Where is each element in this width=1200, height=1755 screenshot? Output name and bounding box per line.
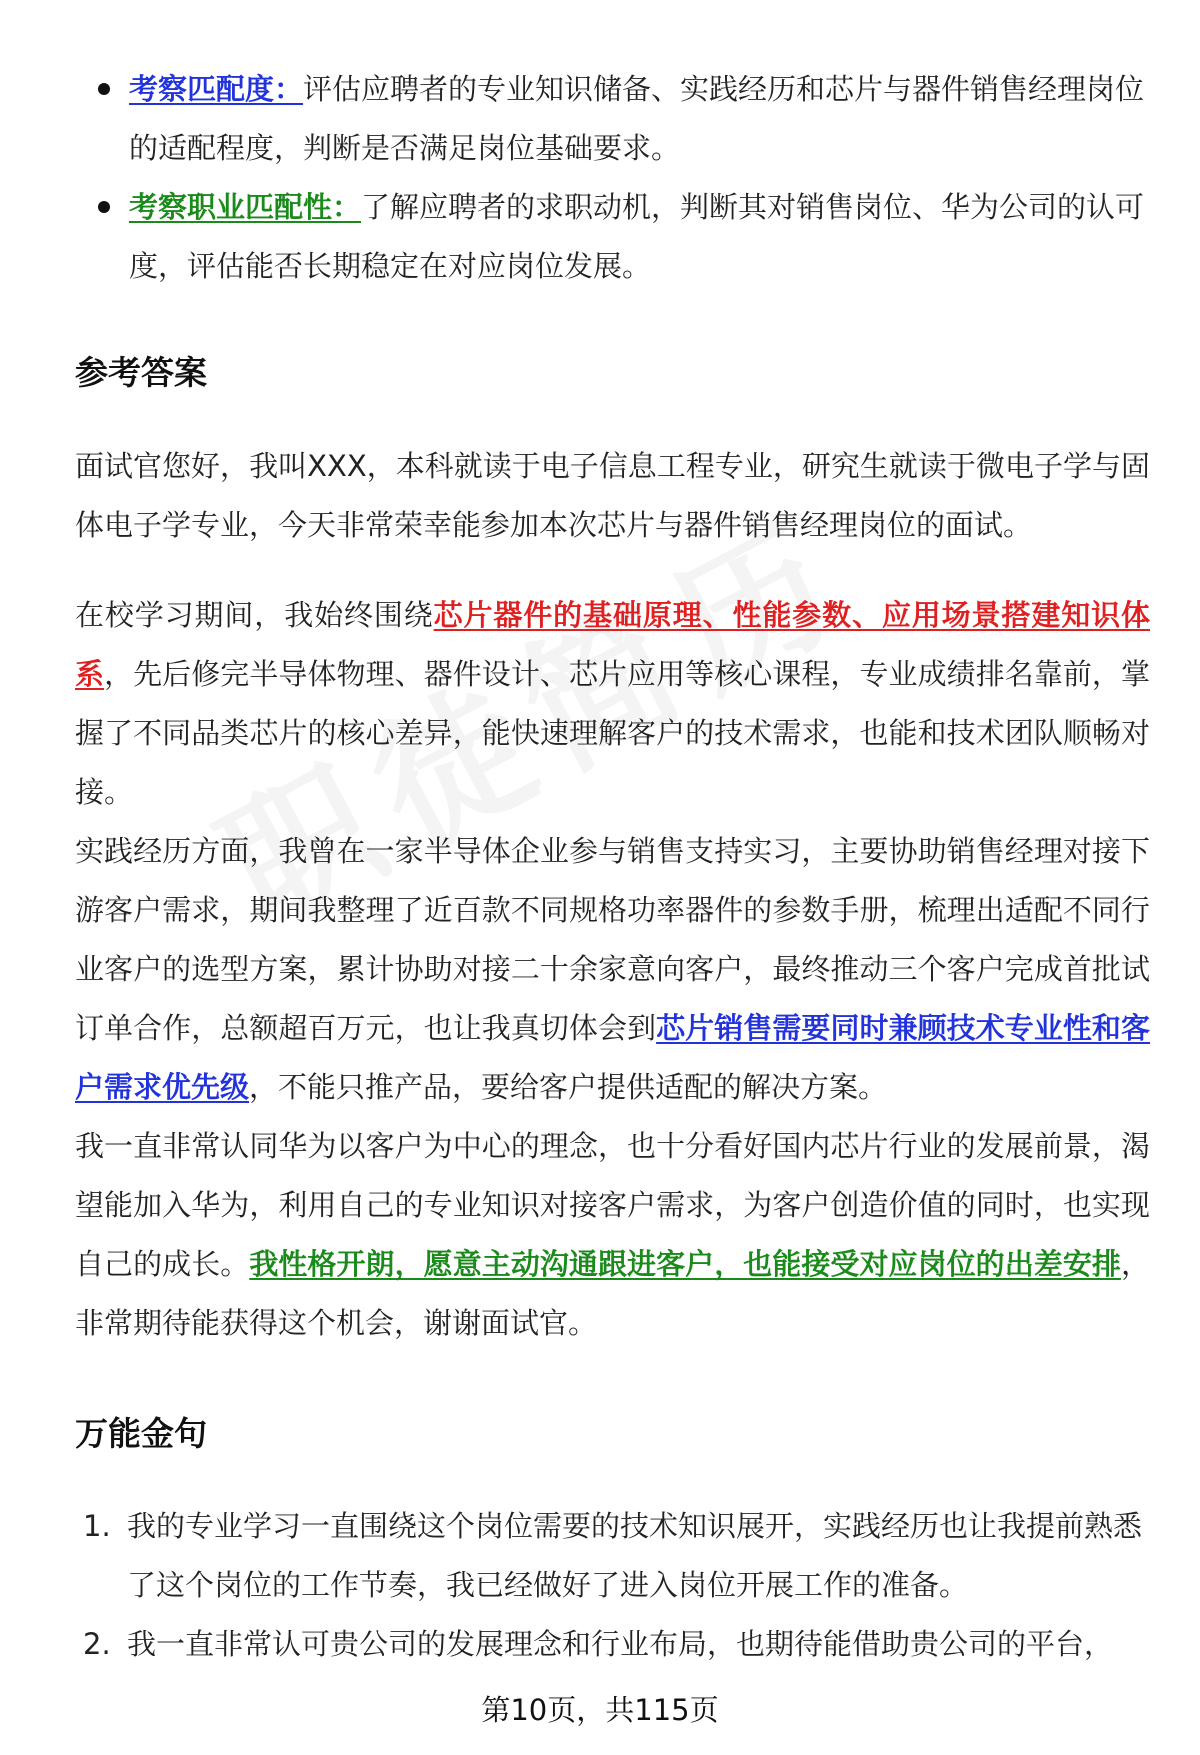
paragraph-text: 在校学习期间，我始终围绕 (75, 598, 434, 632)
criteria-text: 了解应聘者的求职动机，判断其对销售岗位、华为公司的认可度，评估能否长期稳定在对应岗位发展。 (129, 190, 1145, 283)
answer-paragraph-intro (75, 437, 1150, 555)
bullet-icon (98, 201, 110, 213)
page-number: 第10页，共115页 (481, 1693, 719, 1727)
paragraph-text: ，不能只推产品，要给客户提供适配的解决方案。 (249, 1070, 888, 1104)
section-heading-golden: 万能金句 (75, 1414, 207, 1453)
highlight-text: 芯片器件的基础原理、性能参数、应用场景搭建知识体系 (75, 598, 1150, 691)
paragraph-text: 面试官您好，我叫XXX，本科就读于电子信息工程专业，研究生就读于微电子学与固体电子学专业，今天非常荣幸能参加本次芯片与器件销售经理岗位的面试。 (75, 449, 1150, 542)
list-number: 2. (83, 1627, 111, 1661)
list-number: 1. (83, 1509, 111, 1543)
paragraph-text: 我一直非常认同华为以客户为中心的理念，也十分看好国内芯片行业的发展前景，渴望能加入华为，利用自己的专业知识对接客户需求，为客户创造价值的同时，也实现自己的成长。 (75, 1129, 1150, 1281)
list-item (75, 60, 1145, 178)
list-item (75, 1615, 1150, 1674)
criteria-text: 评估应聘者的专业知识储备、实践经历和芯片与器件销售经理岗位的适配程度，判断是否满足岗位基础要求。 (129, 72, 1145, 165)
list-item (75, 178, 1145, 296)
paragraph-text: ，先后修完半导体物理、器件设计、芯片应用等核心课程，专业成绩排名靠前，掌握了不同品类芯片的核心差异，能快速理解客户的技术需求，也能和技术团队顺畅对接。 (75, 657, 1150, 809)
golden-sentence-list (75, 1497, 1150, 1674)
paragraph-text: ，非常期待能获得这个机会，谢谢面试官。 (75, 1247, 1150, 1340)
criteria-label: 考察匹配度： (129, 72, 304, 106)
answer-paragraph-motivation (75, 1117, 1150, 1353)
list-item-text: 我的专业学习一直围绕这个岗位需要的技术知识展开，实践经历也让我提前熟悉了这个岗位的工作节奏，我已经做好了进入岗位开展工作的准备。 (127, 1509, 1143, 1602)
bullet-icon (98, 83, 110, 95)
criteria-list (75, 60, 1145, 296)
highlight-text: 芯片销售需要同时兼顾技术专业性和客户需求优先级 (75, 1011, 1150, 1104)
criteria-label: 考察职业匹配性： (129, 190, 362, 224)
answer-paragraph-practice (75, 822, 1150, 1117)
answer-paragraph-study (75, 586, 1150, 822)
paragraph-text: 实践经历方面，我曾在一家半导体企业参与销售支持实习，主要协助销售经理对接下游客户需求，期间我整理了近百款不同规格功率器件的参数手册，梳理出适配不同行业客户的选型方案，累计协助对接二十余家意向客户，最终推动三个客户完成首批试订单合作，总额超百万元，也让我真切体会到 (75, 834, 1150, 1045)
highlight-text: 我性格开朗，愿意主动沟通跟进客户，也能接受对应岗位的出差安排 (249, 1247, 1121, 1281)
section-heading-answer: 参考答案 (75, 353, 207, 392)
list-item-text: 我一直非常认可贵公司的发展理念和行业布局，也期待能借助贵公司的平台， (127, 1627, 1114, 1661)
list-item (75, 1497, 1150, 1615)
